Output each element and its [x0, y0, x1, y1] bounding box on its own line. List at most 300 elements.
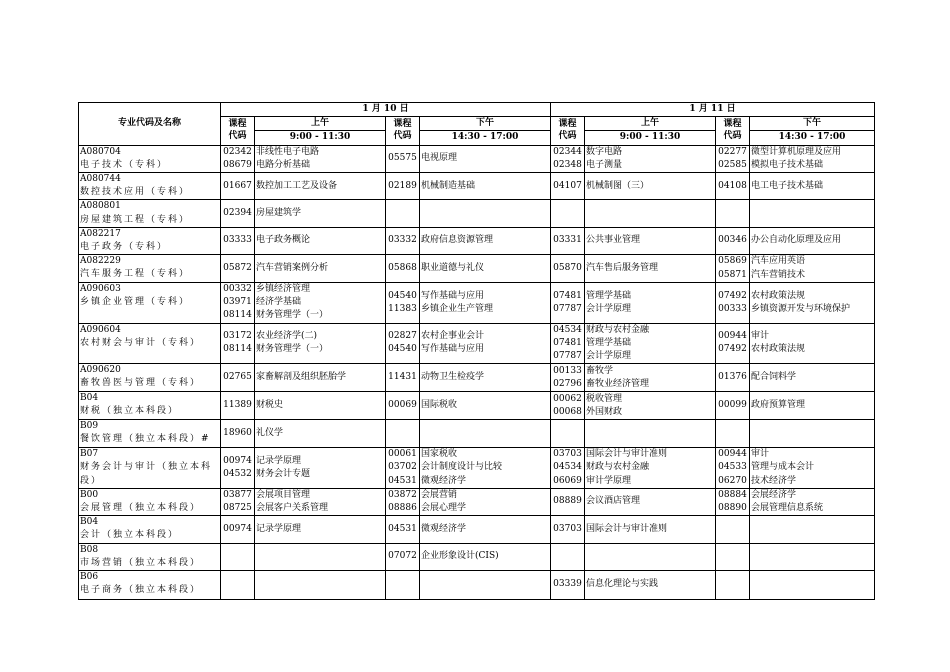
course-code-cell	[221, 516, 255, 543]
course-name: 电子测量	[586, 159, 623, 170]
table-row	[79, 227, 875, 254]
course-name-cell	[585, 200, 716, 227]
course-code: 03332	[388, 235, 417, 246]
course-code-cell	[716, 200, 750, 227]
course-code: 05869	[718, 256, 747, 267]
major-name: 汽车服务工程（专科）	[80, 269, 191, 280]
course-name: 农村企事业会计	[421, 331, 485, 342]
course-name-cell	[585, 488, 716, 515]
exam-schedule-table	[78, 102, 875, 600]
header-am-time: 9:00 - 11:30	[585, 131, 716, 145]
course-code: 02348	[553, 159, 582, 170]
course-code: 02796	[553, 378, 582, 389]
course-name-cell	[585, 392, 716, 420]
course-name-cell	[750, 255, 875, 283]
course-code: 02827	[388, 331, 417, 342]
major-name-cont: 段）	[80, 475, 103, 486]
course-name-cell	[420, 283, 551, 324]
course-code: 00068	[553, 406, 582, 417]
course-code: 03702	[388, 462, 417, 473]
course-name: 审计	[751, 331, 770, 342]
major-name: 市场营销（独立本科段）	[80, 557, 202, 568]
course-code: 04532	[223, 469, 252, 480]
course-name: 微型计算机原理及应用	[751, 146, 842, 157]
course-code-cell	[716, 172, 750, 199]
course-name-cell	[420, 570, 551, 599]
course-name-cell	[255, 255, 386, 283]
course-name-cell	[750, 172, 875, 199]
course-name-cell	[750, 392, 875, 420]
major-cell	[79, 172, 221, 199]
course-code: 02342	[223, 146, 252, 157]
course-code-cell	[221, 570, 255, 599]
major-code: A090603	[80, 284, 121, 295]
course-name-cell	[255, 283, 386, 324]
major-code: B07	[80, 449, 99, 460]
course-name: 政府预算管理	[751, 400, 806, 411]
course-code: 03339	[553, 579, 582, 590]
table-row	[79, 255, 875, 283]
course-name: 畜牧业经济管理	[586, 378, 650, 389]
course-name: 技术经济学	[751, 475, 797, 486]
course-code: 02344	[553, 146, 582, 157]
course-code: 04107	[553, 180, 582, 191]
course-code-cell	[551, 227, 585, 254]
course-code: 11383	[388, 303, 417, 314]
table-row	[79, 145, 875, 172]
course-code-cell	[716, 488, 750, 515]
table-row	[79, 283, 875, 324]
course-name: 国际会计与审计准则	[586, 449, 668, 460]
major-cell	[79, 323, 221, 364]
course-name-cell	[750, 448, 875, 489]
course-code-cell	[716, 323, 750, 364]
course-name-cell	[420, 543, 551, 570]
course-name-cell	[750, 283, 875, 324]
course-code-cell	[716, 145, 750, 172]
course-name-cell	[255, 448, 386, 489]
course-code-cell	[386, 255, 420, 283]
course-name: 电路分析基础	[256, 159, 311, 170]
major-code: A090620	[80, 365, 121, 376]
major-cell	[79, 570, 221, 599]
course-code: 07481	[553, 290, 582, 301]
major-cell	[79, 488, 221, 515]
course-code: 01667	[223, 180, 252, 191]
course-name: 电子政务概论	[256, 235, 311, 246]
course-code-cell	[716, 543, 750, 570]
course-name: 职业道德与礼仪	[421, 263, 485, 274]
course-name: 礼仪学	[256, 428, 284, 439]
course-name: 会议酒店管理	[586, 496, 641, 507]
course-code: 00346	[718, 235, 747, 246]
table-row	[79, 570, 875, 599]
course-name-cell	[750, 145, 875, 172]
major-code: A080704	[80, 146, 121, 157]
course-code-cell	[386, 392, 420, 420]
course-name: 写作基础与应用	[421, 290, 485, 301]
course-code: 03331	[553, 235, 582, 246]
course-code-cell	[716, 420, 750, 448]
course-name: 管理学基础	[586, 290, 632, 301]
major-cell	[79, 448, 221, 489]
course-name: 会计制度设计与比较	[421, 462, 503, 473]
major-code: B09	[80, 421, 99, 432]
major-cell	[79, 200, 221, 227]
course-name-cell	[420, 364, 551, 392]
course-name-cell	[420, 392, 551, 420]
course-code: 02277	[718, 146, 747, 157]
course-code: 11389	[223, 400, 252, 411]
major-name: 电子政务（专科）	[80, 241, 169, 252]
course-name-cell	[750, 543, 875, 570]
course-code-cell	[386, 172, 420, 199]
course-code: 07492	[718, 290, 747, 301]
course-code-cell	[716, 516, 750, 543]
course-name: 房屋建筑学	[256, 207, 302, 218]
course-code-cell	[551, 283, 585, 324]
major-code: A090604	[80, 324, 121, 335]
course-code: 03172	[223, 331, 252, 342]
course-name-cell	[420, 516, 551, 543]
course-name-cell	[420, 488, 551, 515]
major-cell	[79, 420, 221, 448]
course-name-cell	[750, 420, 875, 448]
course-code-cell	[551, 200, 585, 227]
course-name: 信息化理论与实践	[586, 579, 659, 590]
course-name-cell	[255, 543, 386, 570]
course-name-cell	[585, 172, 716, 199]
course-name: 办公自动化原理及应用	[751, 235, 842, 246]
course-code: 18960	[223, 428, 252, 439]
major-cell	[79, 516, 221, 543]
course-name: 管理与成本会计	[751, 462, 815, 473]
course-name: 汽车售后服务管理	[586, 263, 659, 274]
course-code-cell	[716, 448, 750, 489]
course-name-cell	[585, 420, 716, 448]
major-code: A082217	[80, 228, 121, 239]
course-name: 乡镇经济管理	[256, 284, 311, 295]
course-code-cell	[551, 420, 585, 448]
course-code: 00062	[553, 393, 582, 404]
major-cell	[79, 392, 221, 420]
course-code-cell	[221, 145, 255, 172]
course-code: 08889	[553, 496, 582, 507]
course-name-cell	[255, 488, 386, 515]
course-code: 00974	[223, 523, 252, 534]
course-name-cell	[750, 570, 875, 599]
course-code-cell	[386, 516, 420, 543]
header-pm-time: 14:30 - 17:00	[420, 131, 551, 145]
course-name: 外国财政	[586, 406, 623, 417]
course-name: 微观经济学	[421, 523, 467, 534]
course-name: 财务管理学（一）	[256, 344, 329, 355]
course-code: 07787	[553, 303, 582, 314]
course-name-cell	[420, 200, 551, 227]
course-code: 06270	[718, 475, 747, 486]
major-cell	[79, 283, 221, 324]
major-code: B04	[80, 393, 99, 404]
table-row	[79, 364, 875, 392]
course-code: 05575	[388, 153, 417, 164]
course-code-cell	[221, 392, 255, 420]
course-code-cell	[551, 392, 585, 420]
course-code-cell	[386, 448, 420, 489]
course-name-cell	[420, 145, 551, 172]
course-name-cell	[750, 200, 875, 227]
course-name-cell	[420, 227, 551, 254]
course-code-cell	[221, 488, 255, 515]
course-name-cell	[255, 200, 386, 227]
course-code-cell	[221, 448, 255, 489]
course-code: 07492	[718, 344, 747, 355]
course-name: 非线性电子电路	[256, 146, 320, 157]
major-name: 餐饮管理（独立本科段）#	[80, 434, 211, 445]
course-code: 08679	[223, 159, 252, 170]
major-cell	[79, 145, 221, 172]
course-name: 机械制造基础	[421, 180, 476, 191]
course-name: 农业经济学(二)	[256, 331, 318, 342]
course-code: 08890	[718, 502, 747, 513]
major-name: 电子商务（独立本科段）	[80, 585, 202, 596]
course-code-cell	[386, 543, 420, 570]
course-name-cell	[585, 227, 716, 254]
course-name: 电视原理	[421, 153, 458, 164]
course-name: 会展心理学	[421, 502, 467, 513]
course-name-cell	[255, 364, 386, 392]
course-name-cell	[585, 145, 716, 172]
course-name: 财政与农村金融	[586, 324, 650, 335]
course-name: 会计学原理	[586, 303, 632, 314]
course-code-cell	[551, 323, 585, 364]
course-code: 04534	[553, 462, 582, 473]
course-name-cell	[750, 364, 875, 392]
table-row	[79, 488, 875, 515]
major-cell	[79, 227, 221, 254]
course-name: 农村政策法规	[751, 344, 806, 355]
course-name: 动物卫生检疫学	[421, 372, 485, 383]
course-code-cell	[551, 543, 585, 570]
header-code-text: 课程代码	[393, 119, 412, 142]
major-cell	[79, 255, 221, 283]
course-name: 会计学原理	[586, 351, 632, 362]
course-name-cell	[255, 323, 386, 364]
table-row	[79, 516, 875, 543]
course-code: 08114	[223, 344, 252, 355]
header-code-text: 课程代码	[228, 119, 247, 142]
header-code-text: 课程代码	[723, 119, 742, 142]
course-name-cell	[750, 516, 875, 543]
course-code: 05870	[553, 263, 582, 274]
course-name-cell	[585, 516, 716, 543]
header-am: 上午	[585, 117, 716, 131]
table-row	[79, 172, 875, 199]
course-code: 03971	[223, 297, 252, 308]
course-code: 04540	[388, 344, 417, 355]
course-name: 国家税收	[421, 449, 458, 460]
course-name-cell	[255, 420, 386, 448]
course-name: 电工电子技术基础	[751, 180, 824, 191]
course-name: 财税史	[256, 400, 284, 411]
course-name-cell	[420, 420, 551, 448]
course-code-cell	[551, 488, 585, 515]
course-name: 审计	[751, 449, 770, 460]
header-pm-time: 14:30 - 17:00	[750, 131, 875, 145]
course-name: 家畜解剖及组织胚胎学	[256, 372, 347, 383]
course-code: 05872	[223, 263, 252, 274]
course-name-cell	[420, 255, 551, 283]
course-name: 企业形象设计(CIS)	[421, 551, 499, 562]
course-code: 02189	[388, 180, 417, 191]
course-name: 公共事业管理	[586, 235, 641, 246]
course-code: 00061	[388, 449, 417, 460]
major-code: B00	[80, 489, 99, 500]
course-name: 会展管理信息系统	[751, 502, 824, 513]
header-am-time: 9:00 - 11:30	[255, 131, 386, 145]
course-name-cell	[750, 323, 875, 364]
course-code-cell	[221, 227, 255, 254]
major-name: 农村财会与审计（专科）	[80, 337, 202, 348]
course-name-cell	[585, 283, 716, 324]
course-name-cell	[750, 227, 875, 254]
major-name: 会计（独立本科段）	[80, 530, 180, 541]
course-code-cell	[716, 283, 750, 324]
course-code-cell	[551, 364, 585, 392]
course-name: 写作基础与应用	[421, 344, 485, 355]
course-code: 04531	[388, 475, 417, 486]
course-code: 00974	[223, 455, 252, 466]
course-code: 03703	[553, 449, 582, 460]
course-code: 00332	[223, 284, 252, 295]
course-code: 02765	[223, 372, 252, 383]
course-name-cell	[255, 227, 386, 254]
course-code: 00099	[718, 400, 747, 411]
course-name-cell	[585, 448, 716, 489]
course-name: 审计学原理	[586, 475, 632, 486]
course-code: 03703	[553, 523, 582, 534]
course-code: 00133	[553, 365, 582, 376]
course-code: 01376	[718, 372, 747, 383]
course-code: 04540	[388, 290, 417, 301]
course-name: 国际税收	[421, 400, 458, 411]
major-cell	[79, 543, 221, 570]
course-name: 数控加工工艺及设备	[256, 180, 338, 191]
major-name: 乡镇企业管理（专科）	[80, 297, 191, 308]
table-row	[79, 392, 875, 420]
header-code-text: 课程代码	[558, 119, 577, 142]
header-code	[716, 117, 750, 145]
course-name: 财务管理学（一）	[256, 310, 329, 321]
course-code-cell	[221, 283, 255, 324]
course-code: 05871	[718, 269, 747, 280]
course-code: 07787	[553, 351, 582, 362]
course-name: 模拟电子技术基础	[751, 159, 824, 170]
header-code	[386, 117, 420, 145]
course-code-cell	[551, 255, 585, 283]
course-name: 农村政策法规	[751, 290, 806, 301]
course-name: 财政与农村金融	[586, 462, 650, 473]
course-name: 配合饲料学	[751, 372, 797, 383]
header-major: 专业代码及名称	[79, 103, 221, 146]
major-name: 数控技术应用（专科）	[80, 187, 191, 198]
course-code-cell	[551, 172, 585, 199]
course-code: 08725	[223, 502, 252, 513]
course-code-cell	[551, 570, 585, 599]
course-name: 汽车营销案例分析	[256, 263, 329, 274]
major-code: B04	[80, 517, 99, 528]
course-code: 02394	[223, 207, 252, 218]
course-code-cell	[716, 392, 750, 420]
course-name: 管理学基础	[586, 337, 632, 348]
course-name: 记录学原理	[256, 455, 302, 466]
course-code-cell	[221, 543, 255, 570]
course-name-cell	[585, 570, 716, 599]
table-row	[79, 323, 875, 364]
course-code-cell	[551, 516, 585, 543]
major-code: B08	[80, 544, 99, 555]
course-code: 03877	[223, 489, 252, 500]
course-name-cell	[750, 488, 875, 515]
course-name-cell	[420, 323, 551, 364]
course-name-cell	[255, 392, 386, 420]
course-name-cell	[255, 172, 386, 199]
course-code-cell	[386, 227, 420, 254]
course-code-cell	[386, 488, 420, 515]
course-code: 06069	[553, 475, 582, 486]
course-name-cell	[420, 448, 551, 489]
course-code-cell	[221, 420, 255, 448]
course-name-cell	[585, 543, 716, 570]
course-code: 04531	[388, 523, 417, 534]
course-name-cell	[420, 172, 551, 199]
course-code-cell	[221, 364, 255, 392]
course-code: 05868	[388, 263, 417, 274]
major-name: 财税（独立本科段）	[80, 406, 180, 417]
course-code: 04108	[718, 180, 747, 191]
table-row	[79, 420, 875, 448]
major-name: 畜牧兽医与管理（专科）	[80, 378, 202, 389]
course-code-cell	[386, 420, 420, 448]
course-name: 税收管理	[586, 393, 623, 404]
course-code: 08114	[223, 310, 252, 321]
major-name: 房屋建筑工程（专科）	[80, 214, 191, 225]
course-name: 记录学原理	[256, 523, 302, 534]
table-row	[79, 448, 875, 489]
course-code-cell	[221, 172, 255, 199]
course-name: 数字电路	[586, 146, 623, 157]
major-name: 财务会计与审计（独立本科	[80, 462, 213, 473]
course-code: 04533	[718, 462, 747, 473]
table-row	[79, 543, 875, 570]
major-name: 会展管理（独立本科段）	[80, 502, 202, 513]
course-code: 07481	[553, 337, 582, 348]
course-code: 00333	[718, 303, 747, 314]
course-name-cell	[255, 145, 386, 172]
course-name-cell	[585, 255, 716, 283]
major-code: A080744	[80, 173, 121, 184]
course-code-cell	[386, 145, 420, 172]
major-cell	[79, 364, 221, 392]
course-name-cell	[585, 364, 716, 392]
course-code: 07072	[388, 551, 417, 562]
course-name: 汽车营销技术	[751, 269, 806, 280]
course-code: 00069	[388, 400, 417, 411]
course-name: 乡镇资源开发与环境保护	[751, 303, 851, 314]
header-code	[221, 117, 255, 145]
course-code: 00944	[718, 449, 747, 460]
course-code: 11431	[388, 372, 417, 383]
course-code-cell	[386, 323, 420, 364]
